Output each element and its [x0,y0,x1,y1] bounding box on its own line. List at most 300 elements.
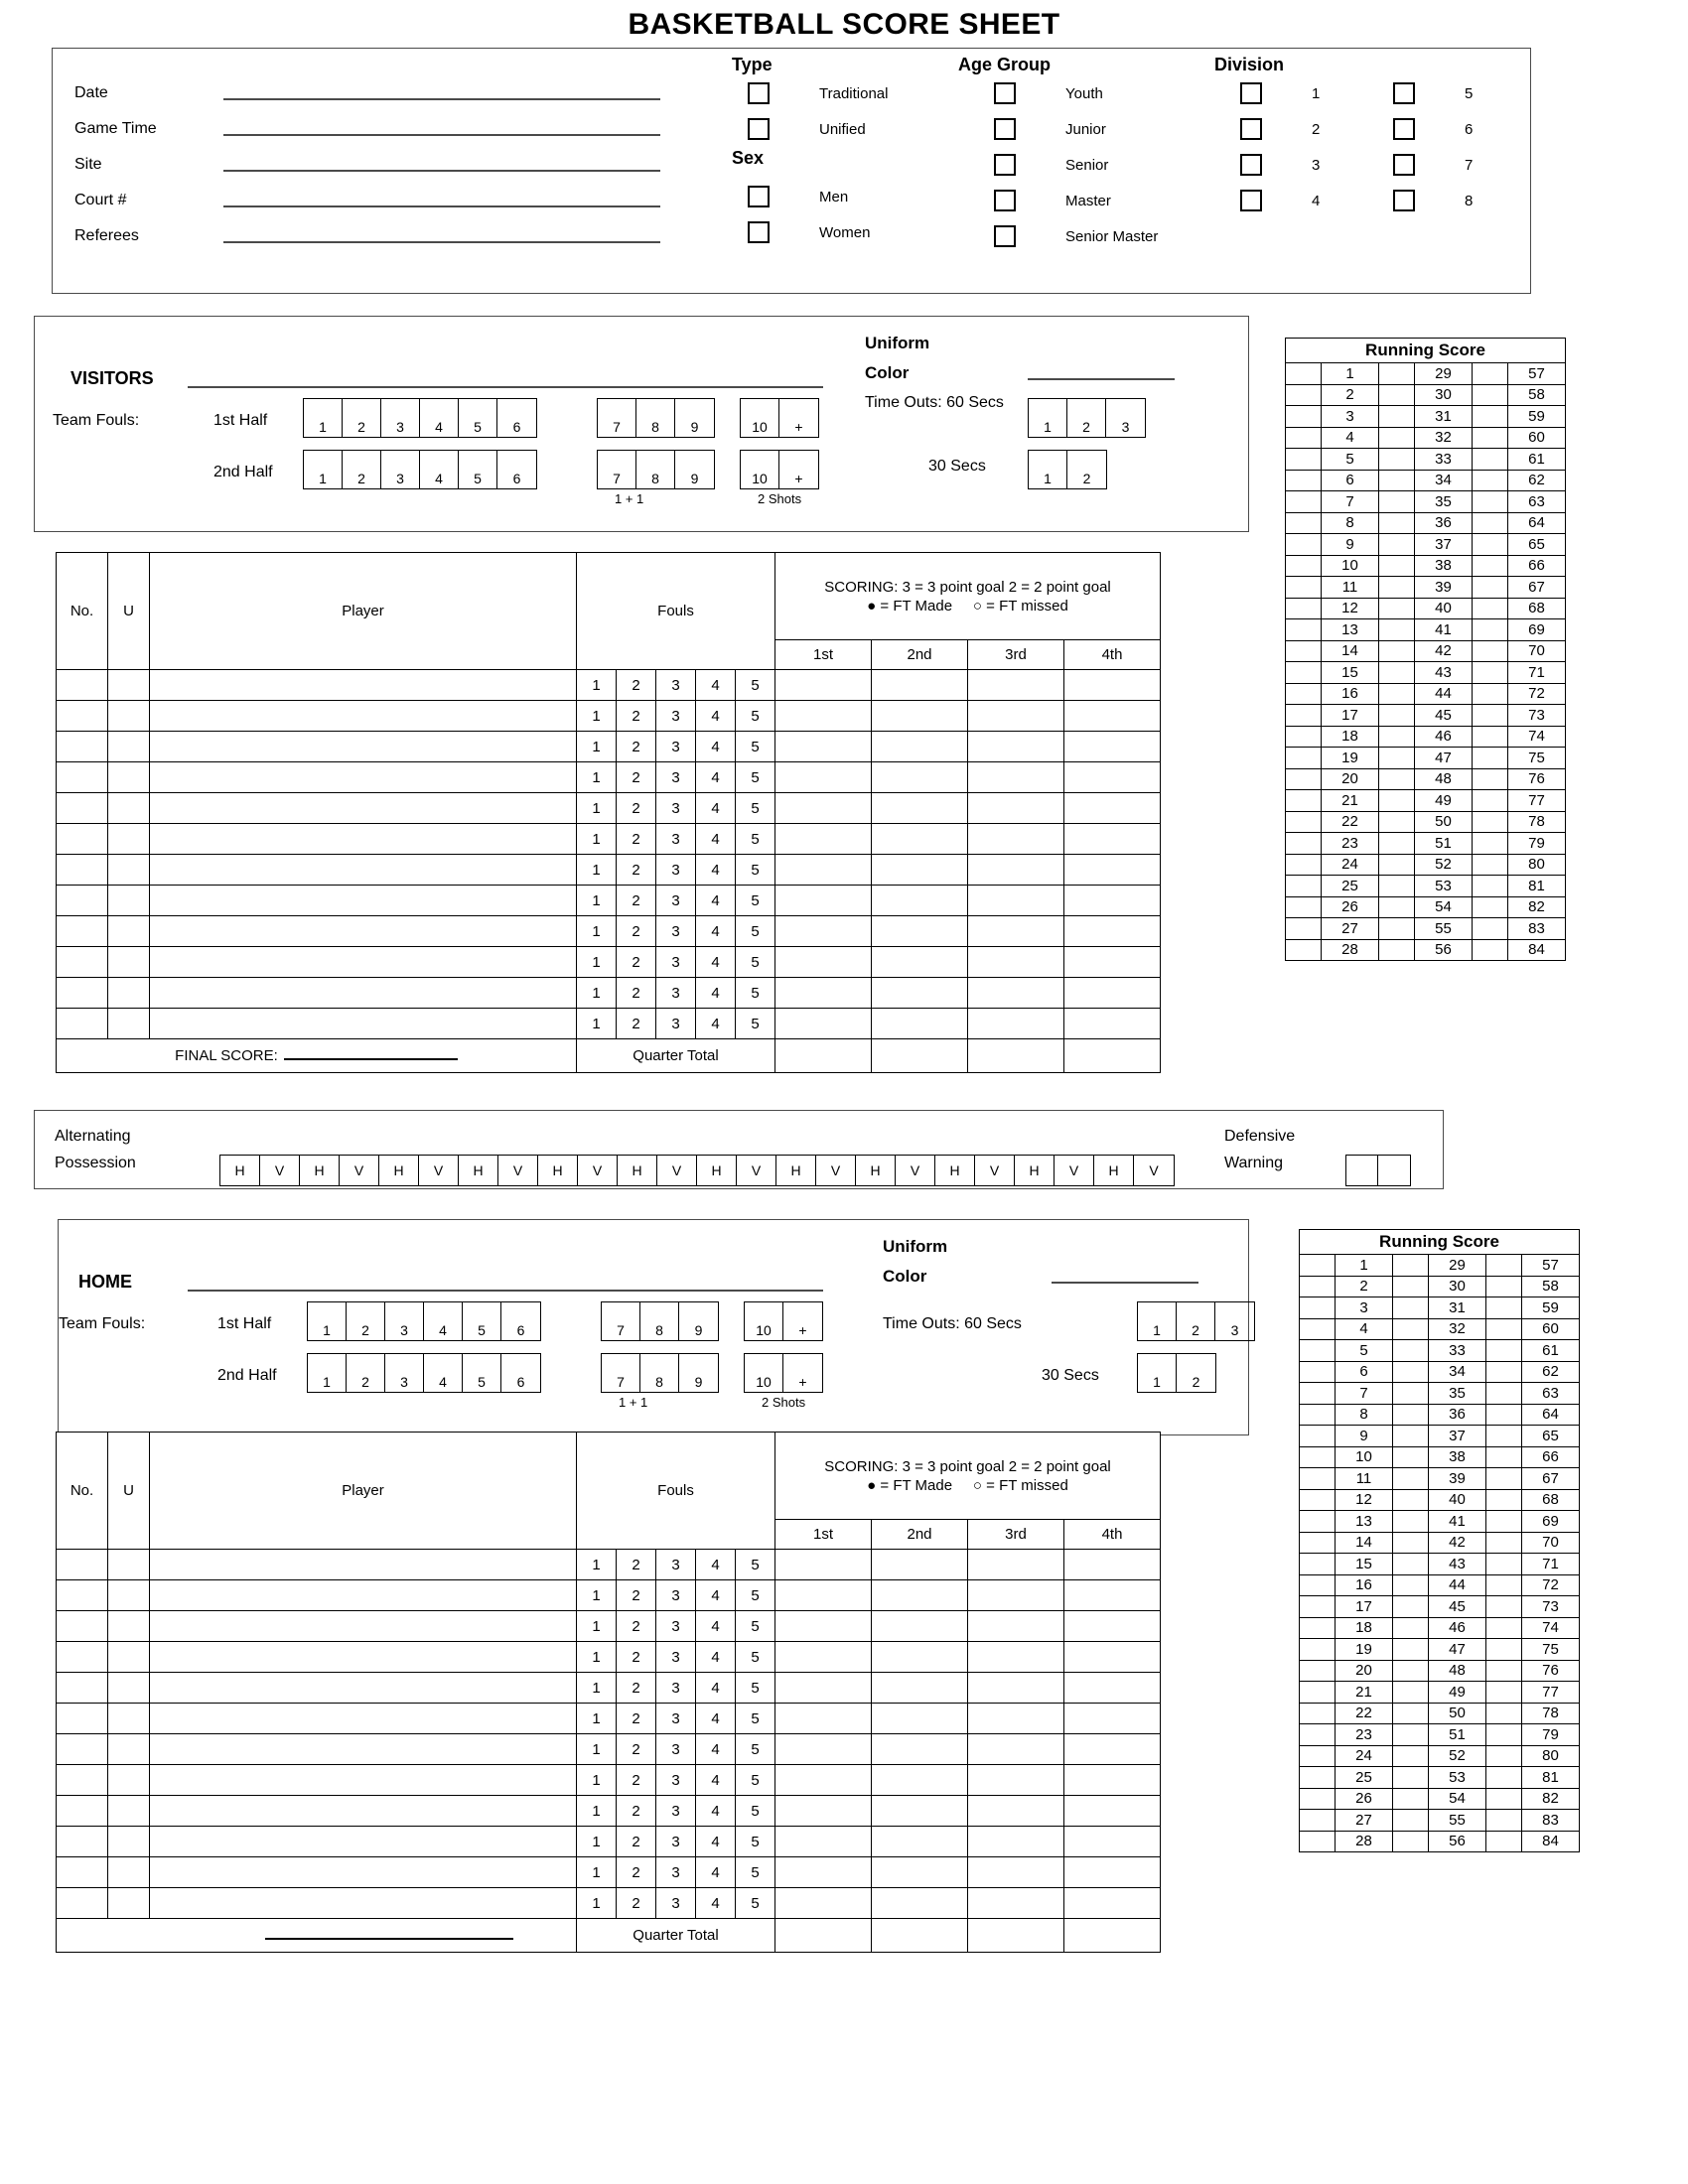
home-player-foul-cell-4[interactable]: 4 [696,1673,736,1704]
field-input-site[interactable] [223,158,660,172]
home-quarter-total-cell-4[interactable] [1064,1919,1161,1953]
home-player-u-cell[interactable] [108,1550,150,1580]
home-rs-mark-a-18[interactable] [1300,1617,1336,1639]
home-player-foul-cell-5[interactable]: 5 [736,1796,775,1827]
visitors-player-foul-cell-5[interactable]: 5 [736,793,775,824]
visitors-rs-mark-c-9[interactable] [1473,534,1508,556]
home-timeouts-30-cells[interactable] [1137,1353,1216,1393]
home-foul-2h-cell-4[interactable]: 4 [424,1354,463,1392]
visitors-player-foul-cell-2[interactable]: 2 [617,701,656,732]
visitors-timeouts-60-cells[interactable] [1028,398,1146,438]
visitors-rs-mark-a-13[interactable] [1286,619,1322,641]
visitors-foul-2h-cell-c-2[interactable]: + [794,471,803,486]
visitors-player-quarter-cell-4[interactable] [1064,701,1161,732]
visitors-player-foul-cell-5[interactable]: 5 [736,824,775,855]
visitors-rs-mark-a-27[interactable] [1286,918,1322,940]
visitors-player-number-cell[interactable] [57,701,108,732]
visitors-fouls-2h-group-b[interactable] [597,450,715,489]
home-foul-2h-cell-6[interactable]: 6 [516,1374,525,1390]
home-rs-mark-b-26[interactable] [1393,1788,1429,1810]
visitors-foul-1h-cell-c-1[interactable]: 10 [741,399,779,437]
visitors-timeout-60-cell-1[interactable]: 1 [1029,399,1067,437]
home-fouls-2h-group-c[interactable] [744,1353,823,1393]
visitors-player-foul-cell-5[interactable]: 5 [736,732,775,762]
checkbox-master[interactable] [994,190,1016,211]
home-player-row[interactable] [57,1550,1161,1580]
home-rs-mark-a-3[interactable] [1300,1297,1336,1319]
home-player-quarter-cell-3[interactable] [968,1888,1064,1919]
home-player-quarter-cell-1[interactable] [775,1796,872,1827]
visitors-player-quarter-cell-4[interactable] [1064,670,1161,701]
home-player-name-cell[interactable] [150,1550,577,1580]
visitors-player-row[interactable] [57,793,1161,824]
possession-cell-21[interactable]: H [1015,1156,1055,1185]
possession-cell-23[interactable]: H [1094,1156,1134,1185]
home-player-foul-cell-2[interactable]: 2 [617,1796,656,1827]
home-player-number-cell[interactable] [57,1550,108,1580]
division-option-5[interactable] [1393,82,1473,104]
home-rs-mark-a-1[interactable] [1300,1255,1336,1277]
age-option-junior[interactable] [994,118,1106,140]
home-timeouts-60-cells[interactable] [1137,1301,1255,1341]
visitors-rs-mark-a-14[interactable] [1286,640,1322,662]
age-option-master[interactable] [994,190,1111,211]
possession-cell-1[interactable]: H [220,1156,260,1185]
home-rs-mark-c-1[interactable] [1486,1255,1522,1277]
home-player-row[interactable] [57,1827,1161,1857]
visitors-player-foul-cell-3[interactable]: 3 [656,1009,696,1039]
visitors-player-quarter-cell-2[interactable] [872,1009,968,1039]
visitors-player-foul-cell-5[interactable]: 5 [736,1009,775,1039]
visitors-foul-1h-cell-2[interactable]: 2 [343,399,381,437]
visitors-player-quarter-cell-3[interactable] [968,670,1064,701]
home-player-quarter-cell-4[interactable] [1064,1550,1161,1580]
home-rs-mark-c-20[interactable] [1486,1660,1522,1682]
visitors-player-foul-cell-4[interactable]: 4 [696,670,736,701]
home-rs-mark-c-5[interactable] [1486,1340,1522,1362]
home-rs-mark-b-21[interactable] [1393,1682,1429,1704]
home-rs-mark-c-7[interactable] [1486,1383,1522,1405]
home-rs-mark-a-6[interactable] [1300,1361,1336,1383]
home-player-quarter-cell-2[interactable] [872,1580,968,1611]
home-player-quarter-cell-2[interactable] [872,1734,968,1765]
home-rs-mark-b-22[interactable] [1393,1703,1429,1724]
possession-cell-14[interactable]: V [737,1156,776,1185]
visitors-rs-mark-c-19[interactable] [1473,748,1508,769]
visitors-player-foul-cell-3[interactable]: 3 [656,701,696,732]
home-player-quarter-cell-4[interactable] [1064,1796,1161,1827]
visitors-rs-mark-c-22[interactable] [1473,811,1508,833]
home-foul-2h-cell-c-1[interactable]: 10 [745,1354,783,1392]
visitors-rs-mark-b-4[interactable] [1379,427,1415,449]
visitors-player-u-cell[interactable] [108,793,150,824]
visitors-player-foul-cell-3[interactable]: 3 [656,947,696,978]
visitors-quarter-total-cell-4[interactable] [1064,1039,1161,1073]
visitors-player-quarter-cell-1[interactable] [775,855,872,886]
visitors-player-quarter-cell-1[interactable] [775,916,872,947]
home-player-name-cell[interactable] [150,1796,577,1827]
visitors-player-u-cell[interactable] [108,1009,150,1039]
sex-option-men[interactable] [748,186,848,207]
visitors-player-foul-cell-5[interactable]: 5 [736,701,775,732]
home-rs-mark-c-14[interactable] [1486,1532,1522,1554]
visitors-rs-mark-c-11[interactable] [1473,577,1508,599]
home-player-quarter-cell-3[interactable] [968,1765,1064,1796]
visitors-player-foul-cell-1[interactable]: 1 [577,978,617,1009]
visitors-player-foul-cell-1[interactable]: 1 [577,670,617,701]
home-player-quarter-cell-3[interactable] [968,1857,1064,1888]
visitors-foul-1h-cell-b-1[interactable]: 7 [598,399,636,437]
visitors-player-quarter-cell-2[interactable] [872,886,968,916]
home-player-row[interactable] [57,1888,1161,1919]
home-name-input[interactable] [188,1290,823,1292]
visitors-rs-mark-c-18[interactable] [1473,726,1508,748]
home-player-quarter-cell-4[interactable] [1064,1580,1161,1611]
home-rs-mark-c-23[interactable] [1486,1724,1522,1746]
home-player-number-cell[interactable] [57,1673,108,1704]
home-player-quarter-cell-3[interactable] [968,1642,1064,1673]
visitors-rs-mark-c-1[interactable] [1473,363,1508,385]
visitors-foul-2h-cell-2[interactable]: 2 [343,451,381,488]
possession-cell-4[interactable]: V [340,1156,379,1185]
visitors-rs-mark-c-8[interactable] [1473,512,1508,534]
home-player-quarter-cell-4[interactable] [1064,1611,1161,1642]
visitors-rs-mark-b-13[interactable] [1379,619,1415,641]
visitors-rs-mark-b-12[interactable] [1379,598,1415,619]
home-quarter-total-cell-3[interactable] [968,1919,1064,1953]
visitors-rs-mark-b-9[interactable] [1379,534,1415,556]
home-rs-mark-b-7[interactable] [1393,1383,1429,1405]
defensive-warning-cell-2[interactable] [1378,1156,1410,1185]
visitors-player-foul-cell-2[interactable]: 2 [617,886,656,916]
visitors-player-quarter-cell-2[interactable] [872,701,968,732]
visitors-rs-mark-a-12[interactable] [1286,598,1322,619]
home-player-name-cell[interactable] [150,1704,577,1734]
visitors-player-u-cell[interactable] [108,916,150,947]
visitors-player-quarter-cell-4[interactable] [1064,824,1161,855]
home-player-foul-cell-3[interactable]: 3 [656,1550,696,1580]
visitors-player-row[interactable] [57,947,1161,978]
visitors-rs-mark-c-27[interactable] [1473,918,1508,940]
home-fouls-2h-group-a[interactable] [307,1353,541,1393]
home-rs-mark-b-12[interactable] [1393,1489,1429,1511]
home-fouls-1h-group-b[interactable] [601,1301,719,1341]
visitors-player-foul-cell-4[interactable]: 4 [696,947,736,978]
visitors-rs-mark-a-25[interactable] [1286,876,1322,897]
home-foul-1h-cell-1[interactable]: 1 [308,1302,347,1340]
visitors-rs-mark-c-26[interactable] [1473,896,1508,918]
home-player-quarter-cell-4[interactable] [1064,1734,1161,1765]
possession-cell-16[interactable]: V [816,1156,856,1185]
home-rs-mark-a-17[interactable] [1300,1596,1336,1618]
visitors-player-number-cell[interactable] [57,978,108,1009]
home-player-foul-cell-1[interactable]: 1 [577,1857,617,1888]
field-date[interactable] [74,84,660,102]
visitors-player-name-cell[interactable] [150,855,577,886]
visitors-player-quarter-cell-1[interactable] [775,886,872,916]
home-player-foul-cell-2[interactable]: 2 [617,1888,656,1919]
home-player-quarter-cell-3[interactable] [968,1827,1064,1857]
visitors-player-quarter-cell-2[interactable] [872,824,968,855]
visitors-player-quarter-cell-1[interactable] [775,793,872,824]
visitors-player-number-cell[interactable] [57,824,108,855]
home-player-row[interactable] [57,1765,1161,1796]
visitors-player-u-cell[interactable] [108,762,150,793]
visitors-rs-mark-b-20[interactable] [1379,768,1415,790]
visitors-player-quarter-cell-2[interactable] [872,855,968,886]
visitors-player-number-cell[interactable] [57,762,108,793]
visitors-player-name-cell[interactable] [150,732,577,762]
visitors-foul-1h-cell-3[interactable]: 3 [381,399,420,437]
division-option-4[interactable] [1240,190,1320,211]
visitors-player-quarter-cell-3[interactable] [968,886,1064,916]
home-rs-mark-c-10[interactable] [1486,1446,1522,1468]
visitors-timeout-60-cell-3[interactable]: 3 [1121,419,1130,435]
visitors-player-name-cell[interactable] [150,793,577,824]
visitors-player-number-cell[interactable] [57,855,108,886]
visitors-rs-mark-a-1[interactable] [1286,363,1322,385]
possession-cell-24[interactable]: V [1149,1162,1159,1178]
home-rs-mark-b-23[interactable] [1393,1724,1429,1746]
home-rs-mark-b-17[interactable] [1393,1596,1429,1618]
visitors-foul-2h-cell-b-1[interactable]: 7 [598,451,636,488]
possession-cell-6[interactable]: V [419,1156,459,1185]
possession-cell-9[interactable]: H [538,1156,578,1185]
visitors-player-foul-cell-1[interactable]: 1 [577,824,617,855]
visitors-rs-mark-c-13[interactable] [1473,619,1508,641]
home-player-number-cell[interactable] [57,1611,108,1642]
visitors-player-foul-cell-5[interactable]: 5 [736,916,775,947]
home-rs-mark-a-20[interactable] [1300,1660,1336,1682]
visitors-player-foul-cell-5[interactable]: 5 [736,978,775,1009]
visitors-player-foul-cell-3[interactable]: 3 [656,916,696,947]
visitors-rs-mark-c-15[interactable] [1473,662,1508,684]
home-rs-mark-a-16[interactable] [1300,1574,1336,1596]
field-game-time[interactable] [74,120,660,138]
visitors-player-row[interactable] [57,670,1161,701]
visitors-rs-mark-b-14[interactable] [1379,640,1415,662]
home-foul-2h-cell-5[interactable]: 5 [463,1354,501,1392]
home-fouls-1h-group-c[interactable] [744,1301,823,1341]
visitors-player-quarter-cell-2[interactable] [872,793,968,824]
home-foul-2h-cell-3[interactable]: 3 [385,1354,424,1392]
home-player-foul-cell-2[interactable]: 2 [617,1580,656,1611]
field-input-game-time[interactable] [223,122,660,136]
visitors-player-name-cell[interactable] [150,916,577,947]
home-player-quarter-cell-2[interactable] [872,1765,968,1796]
home-fouls-1h-group-a[interactable] [307,1301,541,1341]
field-court-number[interactable] [74,192,660,209]
alternating-possession-cells[interactable] [219,1155,1175,1186]
visitors-player-quarter-cell-3[interactable] [968,793,1064,824]
home-player-u-cell[interactable] [108,1796,150,1827]
home-rs-mark-b-18[interactable] [1393,1617,1429,1639]
home-player-quarter-cell-3[interactable] [968,1580,1064,1611]
home-timeout-60-cell-3[interactable]: 3 [1230,1322,1239,1338]
division-option-7[interactable] [1393,154,1473,176]
home-foul-1h-cell-2[interactable]: 2 [347,1302,385,1340]
home-player-foul-cell-4[interactable]: 4 [696,1704,736,1734]
visitors-rs-mark-b-25[interactable] [1379,876,1415,897]
home-player-quarter-cell-2[interactable] [872,1796,968,1827]
home-player-row[interactable] [57,1611,1161,1642]
home-rs-mark-a-10[interactable] [1300,1446,1336,1468]
visitors-rs-mark-a-5[interactable] [1286,449,1322,471]
visitors-player-quarter-cell-2[interactable] [872,916,968,947]
home-player-foul-cell-2[interactable]: 2 [617,1827,656,1857]
visitors-player-number-cell[interactable] [57,670,108,701]
home-player-u-cell[interactable] [108,1642,150,1673]
visitors-rs-mark-c-7[interactable] [1473,491,1508,513]
home-player-number-cell[interactable] [57,1857,108,1888]
home-player-foul-cell-4[interactable]: 4 [696,1765,736,1796]
visitors-player-number-cell[interactable] [57,793,108,824]
visitors-player-quarter-cell-3[interactable] [968,701,1064,732]
visitors-player-name-cell[interactable] [150,824,577,855]
visitors-player-quarter-cell-2[interactable] [872,732,968,762]
home-player-u-cell[interactable] [108,1580,150,1611]
visitors-rs-mark-c-20[interactable] [1473,768,1508,790]
home-foul-1h-cell-b-3[interactable]: 9 [694,1322,703,1338]
visitors-player-quarter-cell-1[interactable] [775,701,872,732]
home-player-name-cell[interactable] [150,1642,577,1673]
home-fouls-2h-group-b[interactable] [601,1353,719,1393]
home-rs-mark-c-3[interactable] [1486,1297,1522,1319]
home-player-foul-cell-2[interactable]: 2 [617,1857,656,1888]
home-rs-mark-b-24[interactable] [1393,1745,1429,1767]
home-player-row[interactable] [57,1704,1161,1734]
visitors-foul-2h-cell-b-3[interactable]: 9 [690,471,699,486]
home-quarter-total-cell-2[interactable] [872,1919,968,1953]
possession-cell-7[interactable]: H [459,1156,498,1185]
visitors-rs-mark-b-15[interactable] [1379,662,1415,684]
visitors-player-foul-cell-4[interactable]: 4 [696,916,736,947]
visitors-player-foul-cell-3[interactable]: 3 [656,670,696,701]
visitors-player-foul-cell-3[interactable]: 3 [656,978,696,1009]
visitors-player-u-cell[interactable] [108,886,150,916]
visitors-player-quarter-cell-4[interactable] [1064,947,1161,978]
visitors-rs-mark-a-24[interactable] [1286,854,1322,876]
home-player-foul-cell-5[interactable]: 5 [736,1857,775,1888]
home-rs-mark-a-15[interactable] [1300,1554,1336,1575]
home-player-foul-cell-4[interactable]: 4 [696,1642,736,1673]
visitors-player-name-cell[interactable] [150,762,577,793]
home-foul-1h-cell-3[interactable]: 3 [385,1302,424,1340]
home-rs-mark-b-19[interactable] [1393,1639,1429,1661]
home-player-quarter-cell-2[interactable] [872,1642,968,1673]
visitors-rs-mark-a-10[interactable] [1286,555,1322,577]
visitors-player-quarter-cell-4[interactable] [1064,855,1161,886]
home-rs-mark-c-2[interactable] [1486,1276,1522,1297]
home-player-quarter-cell-2[interactable] [872,1888,968,1919]
home-player-foul-cell-1[interactable]: 1 [577,1642,617,1673]
home-rs-mark-b-5[interactable] [1393,1340,1429,1362]
home-player-quarter-cell-1[interactable] [775,1857,872,1888]
visitors-player-u-cell[interactable] [108,701,150,732]
home-rs-mark-a-27[interactable] [1300,1810,1336,1832]
visitors-rs-mark-a-7[interactable] [1286,491,1322,513]
visitors-player-u-cell[interactable] [108,947,150,978]
home-rs-mark-a-8[interactable] [1300,1404,1336,1426]
checkbox-division-7[interactable] [1393,154,1415,176]
home-foul-1h-cell-b-2[interactable]: 8 [640,1302,679,1340]
home-player-quarter-cell-1[interactable] [775,1734,872,1765]
home-player-foul-cell-5[interactable]: 5 [736,1550,775,1580]
visitors-rs-mark-b-23[interactable] [1379,833,1415,855]
home-rs-mark-b-9[interactable] [1393,1426,1429,1447]
visitors-player-row[interactable] [57,701,1161,732]
home-foul-2h-cell-2[interactable]: 2 [347,1354,385,1392]
home-foul-2h-cell-b-3[interactable]: 9 [694,1374,703,1390]
visitors-rs-mark-a-2[interactable] [1286,384,1322,406]
checkbox-senior[interactable] [994,154,1016,176]
visitors-player-quarter-cell-1[interactable] [775,1009,872,1039]
home-player-number-cell[interactable] [57,1827,108,1857]
visitors-player-name-cell[interactable] [150,886,577,916]
visitors-foul-1h-cell-4[interactable]: 4 [420,399,459,437]
visitors-rs-mark-b-7[interactable] [1379,491,1415,513]
visitors-rs-mark-a-22[interactable] [1286,811,1322,833]
visitors-player-foul-cell-2[interactable]: 2 [617,916,656,947]
visitors-player-row[interactable] [57,732,1161,762]
visitors-player-quarter-cell-4[interactable] [1064,978,1161,1009]
home-player-quarter-cell-4[interactable] [1064,1888,1161,1919]
home-player-number-cell[interactable] [57,1765,108,1796]
home-rs-mark-b-4[interactable] [1393,1318,1429,1340]
visitors-rs-mark-a-28[interactable] [1286,939,1322,961]
possession-cell-15[interactable]: H [776,1156,816,1185]
visitors-player-foul-cell-4[interactable]: 4 [696,978,736,1009]
home-rs-mark-b-3[interactable] [1393,1297,1429,1319]
visitors-timeout-30-cell-1[interactable]: 1 [1029,451,1067,488]
visitors-player-number-cell[interactable] [57,1009,108,1039]
home-player-quarter-cell-3[interactable] [968,1673,1064,1704]
visitors-rs-mark-a-16[interactable] [1286,683,1322,705]
visitors-rs-mark-c-6[interactable] [1473,470,1508,491]
home-foul-2h-cell-c-2[interactable]: + [798,1374,807,1390]
visitors-player-quarter-cell-4[interactable] [1064,732,1161,762]
home-player-row[interactable] [57,1734,1161,1765]
possession-cell-18[interactable]: V [896,1156,935,1185]
home-player-name-cell[interactable] [150,1734,577,1765]
home-rs-mark-c-28[interactable] [1486,1831,1522,1852]
home-foul-2h-cell-b-2[interactable]: 8 [640,1354,679,1392]
home-rs-mark-c-16[interactable] [1486,1574,1522,1596]
home-player-number-cell[interactable] [57,1642,108,1673]
visitors-player-quarter-cell-4[interactable] [1064,793,1161,824]
home-player-foul-cell-1[interactable]: 1 [577,1888,617,1919]
home-player-foul-cell-1[interactable]: 1 [577,1580,617,1611]
home-rs-mark-b-6[interactable] [1393,1361,1429,1383]
home-player-foul-cell-2[interactable]: 2 [617,1673,656,1704]
visitors-name-input[interactable] [188,386,823,388]
field-site[interactable] [74,156,660,174]
visitors-player-quarter-cell-4[interactable] [1064,916,1161,947]
visitors-foul-1h-cell-b-2[interactable]: 8 [636,399,675,437]
home-player-foul-cell-3[interactable]: 3 [656,1673,696,1704]
home-player-foul-cell-5[interactable]: 5 [736,1888,775,1919]
home-player-foul-cell-2[interactable]: 2 [617,1642,656,1673]
visitors-rs-mark-c-10[interactable] [1473,555,1508,577]
home-rs-mark-b-11[interactable] [1393,1468,1429,1490]
visitors-rs-mark-a-4[interactable] [1286,427,1322,449]
visitors-player-name-cell[interactable] [150,947,577,978]
visitors-player-number-cell[interactable] [57,732,108,762]
visitors-player-foul-cell-2[interactable]: 2 [617,670,656,701]
visitors-rs-mark-c-2[interactable] [1473,384,1508,406]
home-player-u-cell[interactable] [108,1857,150,1888]
visitors-rs-mark-c-12[interactable] [1473,598,1508,619]
